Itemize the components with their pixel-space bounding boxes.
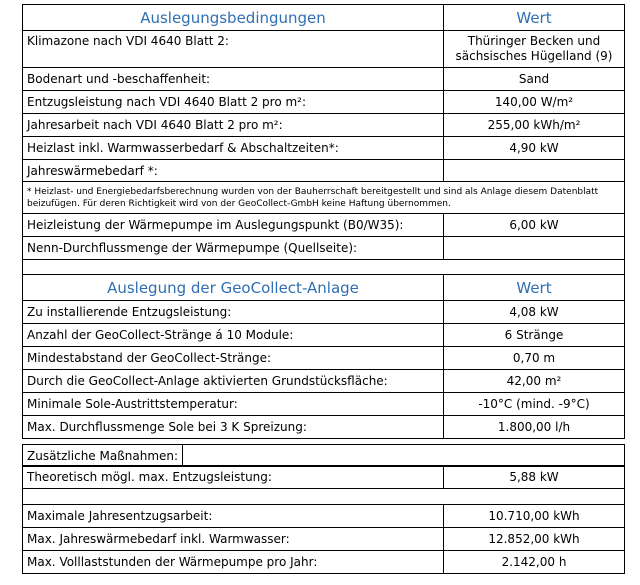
row-label: Entzugsleistung nach VDI 4640 Blatt 2 pro m²: [23,91,444,114]
row-label: Jahreswärmebedarf *: [23,160,444,182]
spacer-cell [23,489,625,505]
row-value: 12.852,00 kWh [444,528,625,551]
row-value: 0,70 m [444,347,625,370]
row-label: Maximale Jahresentzugsarbeit: [23,505,444,528]
row-value: 10.710,00 kWh [444,505,625,528]
table-row [23,160,625,182]
row-label: Theoretisch mögl. max. Entzugsleistung: [23,466,444,489]
row-label: Zu installierende Entzugsleistung: [23,301,444,324]
row-value: Sand [444,68,625,91]
row-label: Mindestabstand der GeoCollect-Stränge: [23,347,444,370]
table-row [23,393,625,416]
row-label: Anzahl der GeoCollect-Stränge á 10 Module: [23,324,444,347]
row-value: 4,90 kW [444,137,625,160]
footnote-row [23,182,625,214]
row-label: Max. Jahreswärmebedarf inkl. Warmwasser: [23,528,444,551]
extra-measures-value [183,445,625,467]
row-value: 255,00 kWh/m² [444,114,625,137]
row-value [444,237,625,260]
spacer-cell [23,260,625,275]
table-row [23,505,625,528]
table-row [23,416,625,439]
table-row [23,301,625,324]
table-row [23,114,625,137]
table-row [23,91,625,114]
table-row [23,137,625,160]
extra-measures-row [23,445,625,467]
row-value [444,31,625,68]
spacer-row [23,489,625,505]
extra-measures-label: Zusätzliche Maßnahmen: [23,445,183,467]
row-value: 2.142,00 h [444,551,625,574]
row-label: Bodenart und -beschaffenheit: [23,68,444,91]
table-row [23,237,625,260]
row-value [444,160,625,182]
table-row [23,324,625,347]
section2-header-value: Wert [444,275,625,301]
table-row [23,466,625,489]
table-row [23,551,625,574]
row-label: Heizlast inkl. Warmwasserbedarf & Abschaltzeiten*: [23,137,444,160]
section1-header-row [23,5,625,31]
table-row [23,31,625,68]
row-value: 140,00 W/m² [444,91,625,114]
row-label: Klimazone nach VDI 4640 Blatt 2: [23,31,444,68]
section2-header-label: Auslegung der GeoCollect-Anlage [23,275,444,301]
row-value: -10°C (mind. -9°C) [444,393,625,416]
footnote: * Heizlast- und Energiebedarfsberechnung wurden von der Bauherrschaft bereitgestellt und sind als Anlage diesem Datenblatt beizufügen. Für deren Richtigkeit wird von der GeoCollect-GmbH keine Haftung übernommen. [23,182,625,214]
row-label: Max. Durchflussmenge Sole bei 3 K Spreizung: [23,416,444,439]
row-value: 1.800,00 l/h [444,416,625,439]
section1-header-value: Wert [444,5,625,31]
row-value: 5,88 kW [444,466,625,489]
section2-header-row [23,275,625,301]
row-value: 42,00 m² [444,370,625,393]
extra-measures-table [22,444,625,467]
row-value-line: sächsisches Hügelland (9) [455,49,613,63]
row-value: 6,00 kW [444,214,625,237]
table-row [23,347,625,370]
row-label: Heizleistung der Wärmepumpe im Auslegungspunkt (B0/W35): [23,214,444,237]
row-label: Nenn-Durchflussmenge der Wärmepumpe (Quellseite): [23,237,444,260]
datasheet-table [22,4,625,439]
section1-header-label: Auslegungsbedingungen [23,5,444,31]
row-label: Minimale Sole-Austrittstemperatur: [23,393,444,416]
row-label: Jahresarbeit nach VDI 4640 Blatt 2 pro m²: [23,114,444,137]
table-row [23,214,625,237]
row-label: Max. Volllaststunden der Wärmepumpe pro Jahr: [23,551,444,574]
spacer-row [23,260,625,275]
row-value: 4,08 kW [444,301,625,324]
row-label: Durch die GeoCollect-Anlage aktivierten Grundstücksfläche: [23,370,444,393]
row-value-line: Thüringer Becken und [467,34,601,48]
row-value: 6 Stränge [444,324,625,347]
table-row [23,68,625,91]
datasheet-table-bottom [22,465,625,574]
table-row [23,370,625,393]
table-row [23,528,625,551]
